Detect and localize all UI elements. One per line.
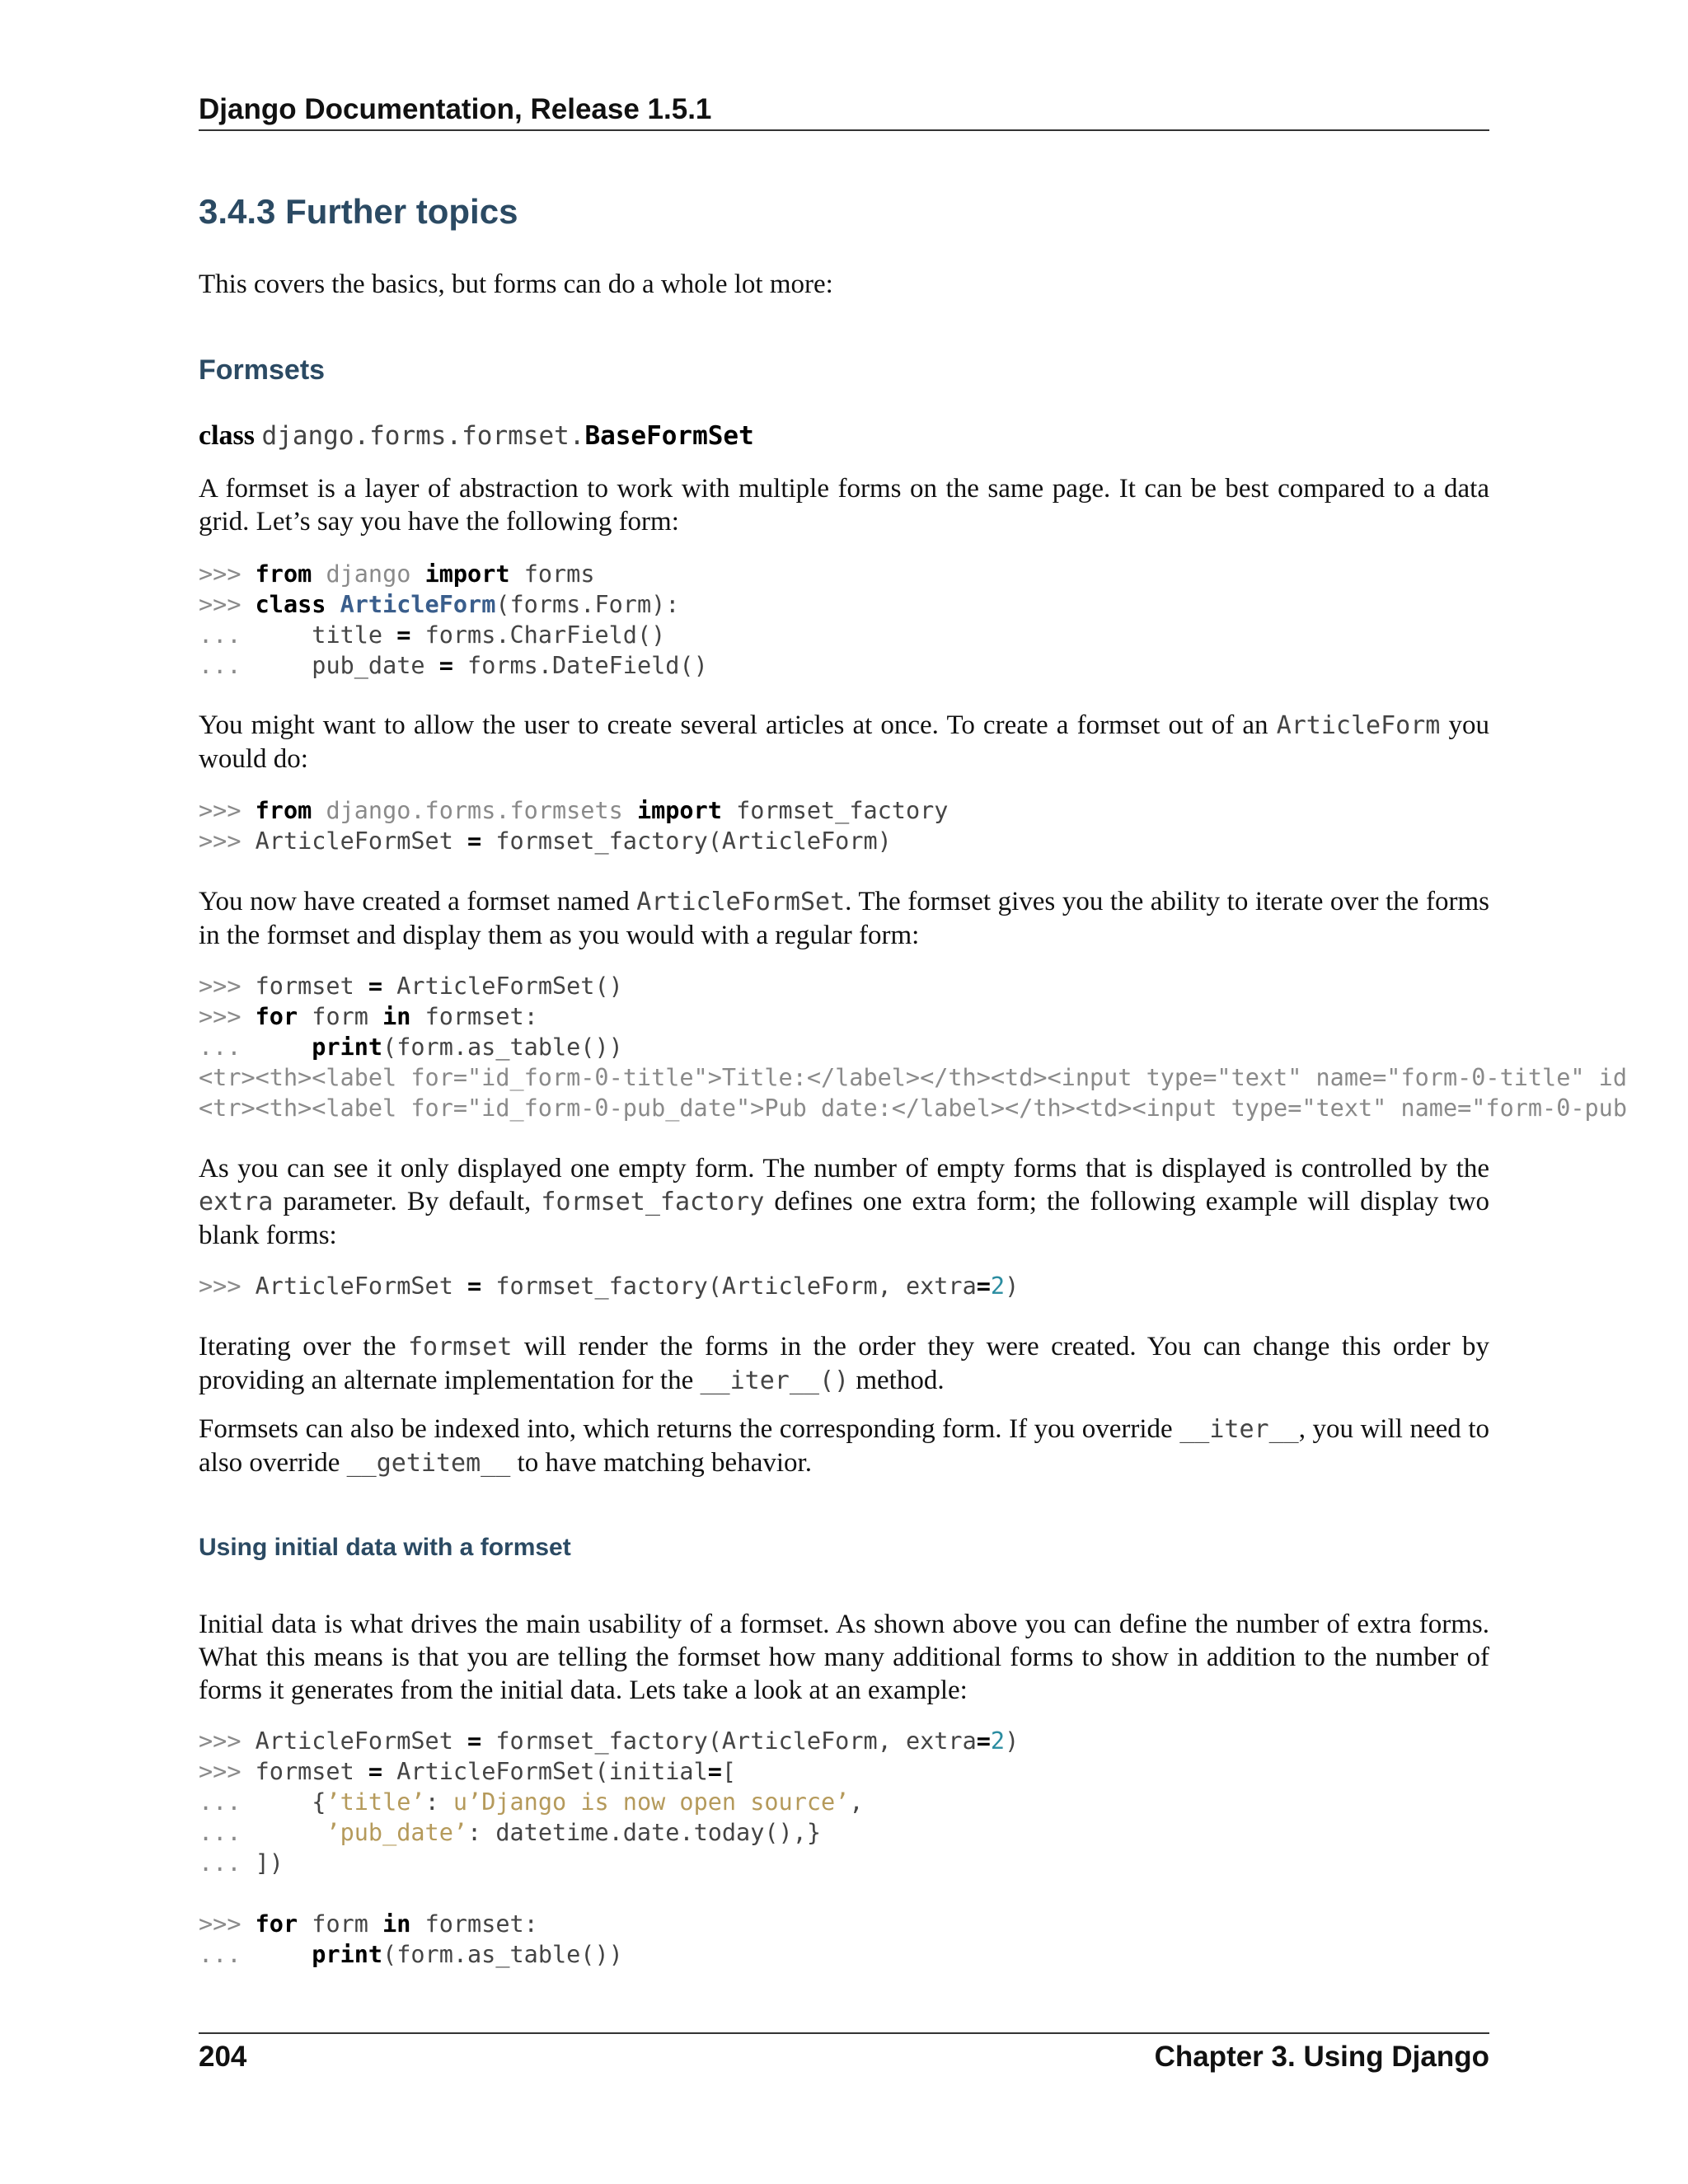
code-line: >>> ArticleFormSet = formset_factory(ArticleForm) [199, 827, 892, 855]
code-line: >>> from django.forms.formsets import formset_factory [199, 797, 949, 824]
page-number: 204 [199, 2041, 247, 2073]
formsets-paragraph-5: Iterating over the formset will render the forms in the order they were created. You can change this order by providing an alternate implementation for the __iter__() method. [199, 1332, 1489, 1395]
code-line: ... {’title’: u’Django is now open source’, [199, 1788, 864, 1816]
code-line: >>> class ArticleForm(forms.Form): [199, 591, 680, 618]
inline-code: formset [408, 1333, 513, 1361]
code-block-4 [199, 1271, 1019, 1301]
initial-data-paragraph: Initial data is what drives the main usability of a formset. As shown above you can define the number of extra forms. What this means is that you are telling the formset how many additional forms to show in addition to the number of forms it generates from the initial data. Lets take a look at an example: [199, 1610, 1489, 1705]
code-line: >>> ArticleFormSet = formset_factory(ArticleForm, extra=2) [199, 1272, 1020, 1300]
code-output-line: <tr><th><label for="id_form-0-pub_date">Pub date:</label></th><td><input type="text" name="form-0-pub [199, 1094, 1628, 1122]
formsets-paragraph-6: Formsets can also be indexed into, which returns the corresponding form. If you override __iter__, you will need to also override __getitem__ to have matching behavior. [199, 1414, 1489, 1478]
class-signature [199, 420, 754, 452]
code-line: ... pub_date = forms.DateField() [199, 652, 708, 679]
code-line: >>> from django import forms [199, 560, 595, 588]
code-line: >>> formset = ArticleFormSet(initial=[ [199, 1758, 737, 1785]
formsets-heading: Formsets [199, 354, 326, 386]
code-block-1 [199, 559, 708, 681]
code-line: >>> for form in formset: [199, 1910, 538, 1938]
initial-data-heading: Using initial data with a formset [199, 1534, 571, 1561]
inline-code: extra [199, 1188, 274, 1216]
inline-code: __iter__() [700, 1366, 850, 1395]
code-line: >>> ArticleFormSet = formset_factory(ArticleForm, extra=2) [199, 1727, 1020, 1755]
code-line: >>> for form in formset: [199, 1003, 538, 1030]
code-block-3 [199, 971, 1627, 1123]
code-line: ... print(form.as_table()) [199, 1033, 623, 1061]
class-name: BaseFormSet [584, 421, 754, 451]
class-module: django.forms.formset. [261, 421, 585, 451]
class-keyword: class [199, 420, 255, 451]
formsets-paragraph-2: You might want to allow the user to create several articles at once. To create a formset out of an ArticleForm you would do: [199, 710, 1489, 774]
inline-code: formset_factory [541, 1188, 765, 1216]
formsets-paragraph-1: A formset is a layer of abstraction to work with multiple forms on the same page. It can be best compared to a data grid. Let’s say you have the following form: [199, 474, 1489, 537]
running-header: Django Documentation, Release 1.5.1 [199, 93, 712, 125]
footer-rule [199, 2032, 1489, 2034]
code-block-2 [199, 795, 948, 856]
formsets-paragraph-3: You now have created a formset named ArticleFormSet. The formset gives you the ability to iterate over the forms in the formset and display them as you would with a regular form: [199, 887, 1489, 950]
inline-code: ArticleFormSet [636, 888, 846, 916]
inline-code: ArticleForm [1276, 711, 1441, 740]
code-block-5 [199, 1726, 1019, 1970]
code-output-line: <tr><th><label for="id_form-0-title">Title:</label></th><td><input type="text" name="form-0-title" id [199, 1064, 1628, 1091]
inline-code: __iter__ [1179, 1415, 1299, 1444]
code-line: ... ’pub_date’: datetime.date.today(),} [199, 1819, 821, 1846]
formsets-paragraph-4: As you can see it only displayed one empty form. The number of empty forms that is displayed is controlled by the extra parameter. By default, formset_factory defines one extra form; the following example will display two blank forms: [199, 1154, 1490, 1250]
code-line: ... title = forms.CharField() [199, 621, 666, 649]
chapter-title: Chapter 3. Using Django [1154, 2041, 1489, 2073]
inline-code: __getitem__ [346, 1449, 511, 1478]
section-intro: This covers the basics, but forms can do a whole lot more: [199, 269, 833, 299]
header-rule [199, 129, 1489, 131]
code-line: >>> formset = ArticleFormSet() [199, 972, 623, 1000]
code-line: ... print(form.as_table()) [199, 1941, 623, 1968]
section-heading: 3.4.3 Further topics [199, 192, 518, 231]
code-line: ... ]) [199, 1849, 284, 1877]
